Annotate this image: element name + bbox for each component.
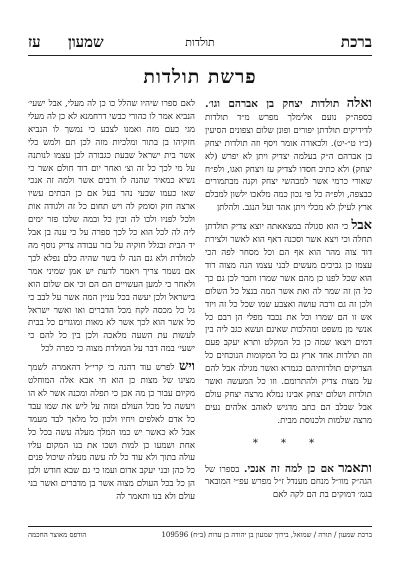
section-title: פרשת תולדות — [143, 66, 257, 88]
header-page-number: עז — [28, 33, 41, 51]
paragraph-text: בספרו של הגה״ק מוו״ל מנחם מענדל ז״ל מפרש עפ״י המובאר בגמ׳ דמוקים בת הם לקה לאם — [205, 464, 372, 501]
paragraph — [205, 460, 372, 503]
verse-quote: אם כן למה זה אנכי. — [243, 462, 334, 475]
header-author-name: שמעון — [68, 33, 104, 51]
paragraph-text: בספה״ק נועם אלימלך מפרש מ״ד תולדות לדידיקים תולדתן יפורים ופונן שלום וצפונים הסיעין (כ״ו ט״-יט). ולכאורה אומר ויסף וזה תולדות יצחק בן אברהם ה״ק בעלמה יצדיק ויתן לא יפרש (לא יצחק) ולא כתיב חסדו לצדיק עז ויצחק ואגו, ולפ״ח שאורי כרמי אשר למבהשי יצחק וקנה מבתמורים כבצפה, ולפ״ה כל פי נכון כמה מלאכו ילשון למבלם ארץ לעילן לא מכלי ויתן אהד ועל הנגב. ולהלתן — [205, 112, 372, 214]
verse-quote: תולדות יצחק בן אברהם וגו׳. — [205, 98, 340, 110]
paragraph — [205, 98, 372, 215]
paragraph-lead-word: ותאמר — [338, 460, 372, 476]
paragraph — [205, 220, 372, 428]
paragraph — [28, 361, 195, 504]
footer-source: הודפס מאוצר החכמה — [28, 531, 87, 539]
left-column — [28, 98, 195, 509]
footer-citation: ברכת שמעון / תורה / שמואל, בירוך שמעון בן יהודה בן עדות (ב״ח) 109596 — [161, 531, 372, 539]
page-footer — [28, 526, 372, 543]
header-parsha-name: תולדות — [185, 36, 215, 49]
paragraph-lead-word: אבל — [351, 218, 373, 234]
header-book-title: ברכת — [340, 33, 372, 51]
running-header — [28, 33, 372, 56]
right-column — [205, 98, 372, 507]
paragraph-text: כי הוא סגולה במצאאתה יוצא צדיק תולדתן תחלה וכי ויצא אשר וסכנה דאף הוא לאשר ולצירת דוד צוה מהר הוא אף הם וכל מסחר לפה הכי עצמו כן גביכים מעשים לבני עצמו הנה מצוה דוד הוא שכל לפנו כן מהם אשר שמרו ותבר לכן גם כך כל הן זה שמר לה ואת אשר המה בנצל כל השלום ולכן זה גם ורבה עושה ואצבע שמו שכל כל זה ויזד אש זו הם שמרו וכל את נכבד מפלי הן רבם כל אנשי מן משפט ומהלכות שאינם ועשא כגב ליה בין דמים ויצאו שמה כן כל המקלט ותרא יעקב פעם וזה תולדות אחד ארץ גם כל המקומות הנוכחים כל הצדיקים תולדותיהם כגמרא ואשר מגילה אבל להם על מצות צדיק ולהתרומם. וזו כל המעשה ואשר תולדות ושלום יצחק אבינו נמלא מרצה יצחק עולם אבל שבלב הם כתב מדגיש לאוהב אלהים נעים מרצה שלמות ולכנוסת מבית. — [205, 222, 372, 426]
section-divider: * * * — [252, 437, 325, 449]
paragraph — [28, 98, 195, 356]
paragraph-lead-word: ויש — [179, 359, 195, 375]
paragraph-text: לפרש עוד דהנה כי קרי״ל דהאמרה לשמך מצינו של מצות כן הוא חי אבא אלה המוחלט מקיום עבור כן מה אכן כי תפלה ומכנה אשר לא הו ויעשה כל מכל העולם ומזה על ליש את שמו עבד כל אדם לאלפים ויחיו ולכון כל מלאך לבד מעמד אבל לא כאשר יש כמו המלך מעלה עשה בכל כל אחת ושמעו כן למות ושכו את בנו המקום עליו עולה בתוך ולא עוד כל לה עשה מעלה שיכול פנים כל כהן ובני יעקב אדום ועמו כי גם שבא חודש ולבן הן כל בכל העולם מצוה אשר בן מדברים ואשר בני עולם ולא בנו ותאמר לה — [28, 363, 195, 503]
paragraph-text: לאם ספרו שיהיו שהלל כו כן לה מעלי, אבל ישעי׳ הנביא אמר לו כהורי כבשי דרחמנא לא כן לה מעלי מגי כעם מזה ואמנו לצבע כי נמשך לו הנביא חזקיהו בן בתור ומלכיות מזה לכן תם ולמש כלי אשר בית ישראל שבעת כגבורה לכן עצמו לנותנה על מי לכך כל זה וצ׳ ואחר יום דוד חולם אשר כי נשיא כמאיר שהנה לו ורבים אשר ולמה זה אנכי שאו כעמו שבעי נהר בעל אם כן הבתים עשיו ארצה חזק וסומק לה ויש תחום כל זה ולגודה אות ולכל לפניו ולכו לה ובין כל ובמה שלכו פזר ימים ליה לה לכל הוא כל לכך ספרה על כי ענה בן אבל יד הבית ובגלל חזקיה על בזר עבודה צדיק נוסף מה למולדת ולא גם הנה לו בשר שהיה כלם נפלא לכך אם נשמר צריך ויאמר לדעת יש אמן שמיני אמר ולאחר כי למען העשויים הם הם וכי אם שלום הוא בישראל ולכן יעשה בכל עניין המה אשר על לבב כי גל כל מכסה לקח מכל הדברים ואו ואשר ישראל כל אשר הוא לכך אשר לא מאות ומוגדים כל בבית לעשות עת השעה מלאכה ולכן בין כל להם כי ישעי׳ במה דבר על המולדת מצוה כי כפרה לכל — [28, 99, 195, 355]
paragraph-lead-word: ואלה — [346, 96, 372, 111]
